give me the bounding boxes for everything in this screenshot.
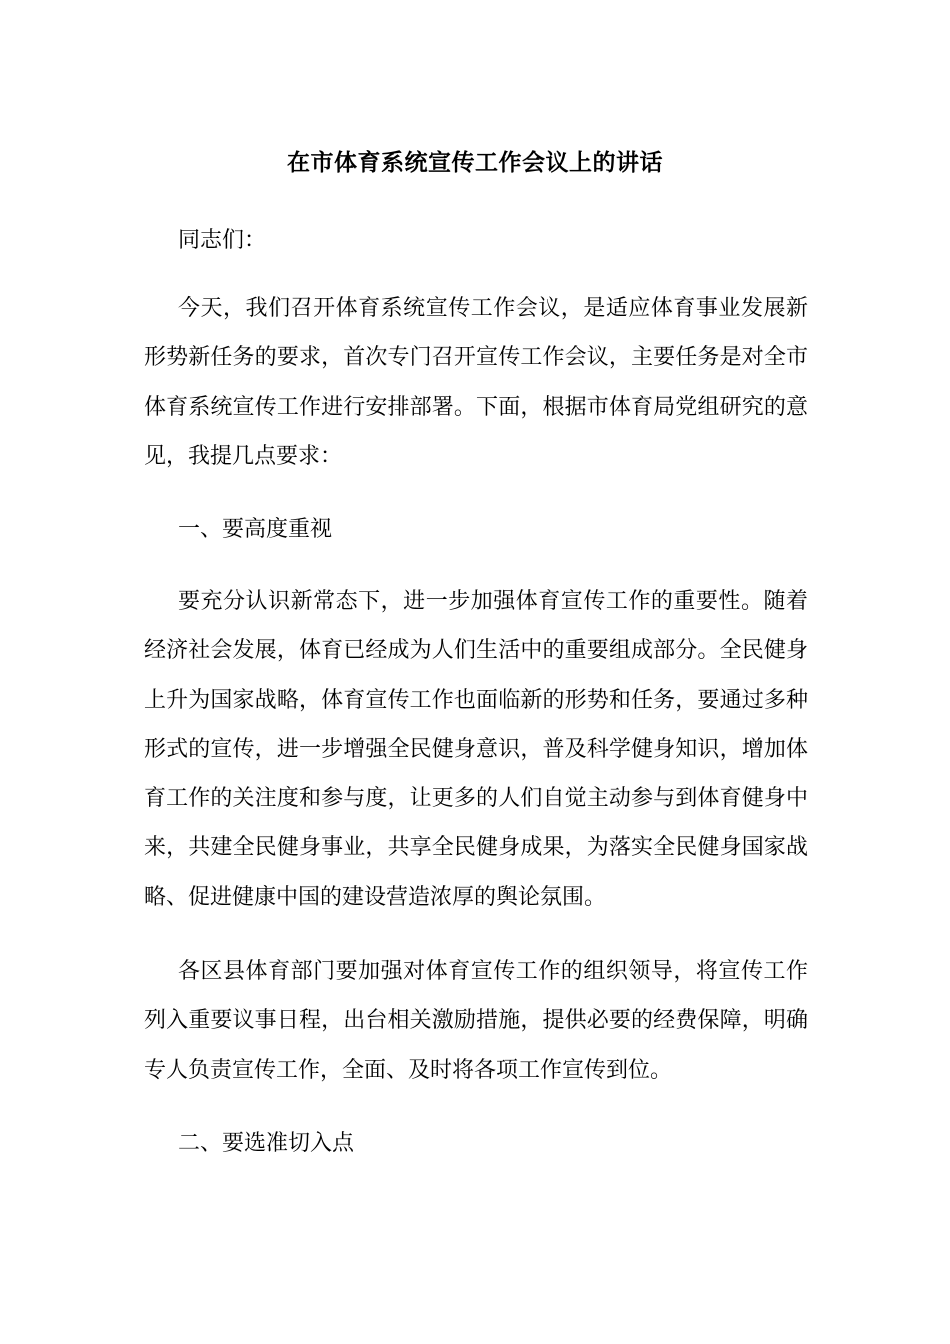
section-heading-1: 一、要高度重视 xyxy=(178,517,333,542)
paragraph-organization: 各区县体育部门要加强对体育宣传工作的组织领导，将宣传工作列入重要议事日程，出台相关激励措施，提供必要的经费保障，明确专人负责宣传工作，全面、及时将各项工作宣传到位。 xyxy=(144,959,808,1083)
section-heading-2: 二、要选准切入点 xyxy=(178,1131,355,1156)
paragraph-importance: 要充分认识新常态下，进一步加强体育宣传工作的重要性。随着经济社会发展，体育已经成为人们生活中的重要组成部分。全民健身上升为国家战略，体育宣传工作也面临新的形势和任务，要通过多种形式的宣传，进一步增强全民健身意识，普及科学健身知识，增加体育工作的关注度和参与度，让更多的人们自觉主动参与到体育健身中来，共建全民健身事业，共享全民健身成果，为落实全民健身国家战略、促进健康中国的建设营造浓厚的舆论氛围。 xyxy=(144,589,808,910)
paragraph-intro: 今天，我们召开体育系统宣传工作会议，是适应体育事业发展新形势新任务的要求，首次专门召开宣传工作会议，主要任务是对全市体育系统宣传工作进行安排部署。下面，根据市体育局党组研究的意见，我提几点要求： xyxy=(144,296,808,469)
salutation: 同志们： xyxy=(178,228,267,253)
document-title: 在市体育系统宣传工作会议上的讲话 xyxy=(287,150,663,176)
